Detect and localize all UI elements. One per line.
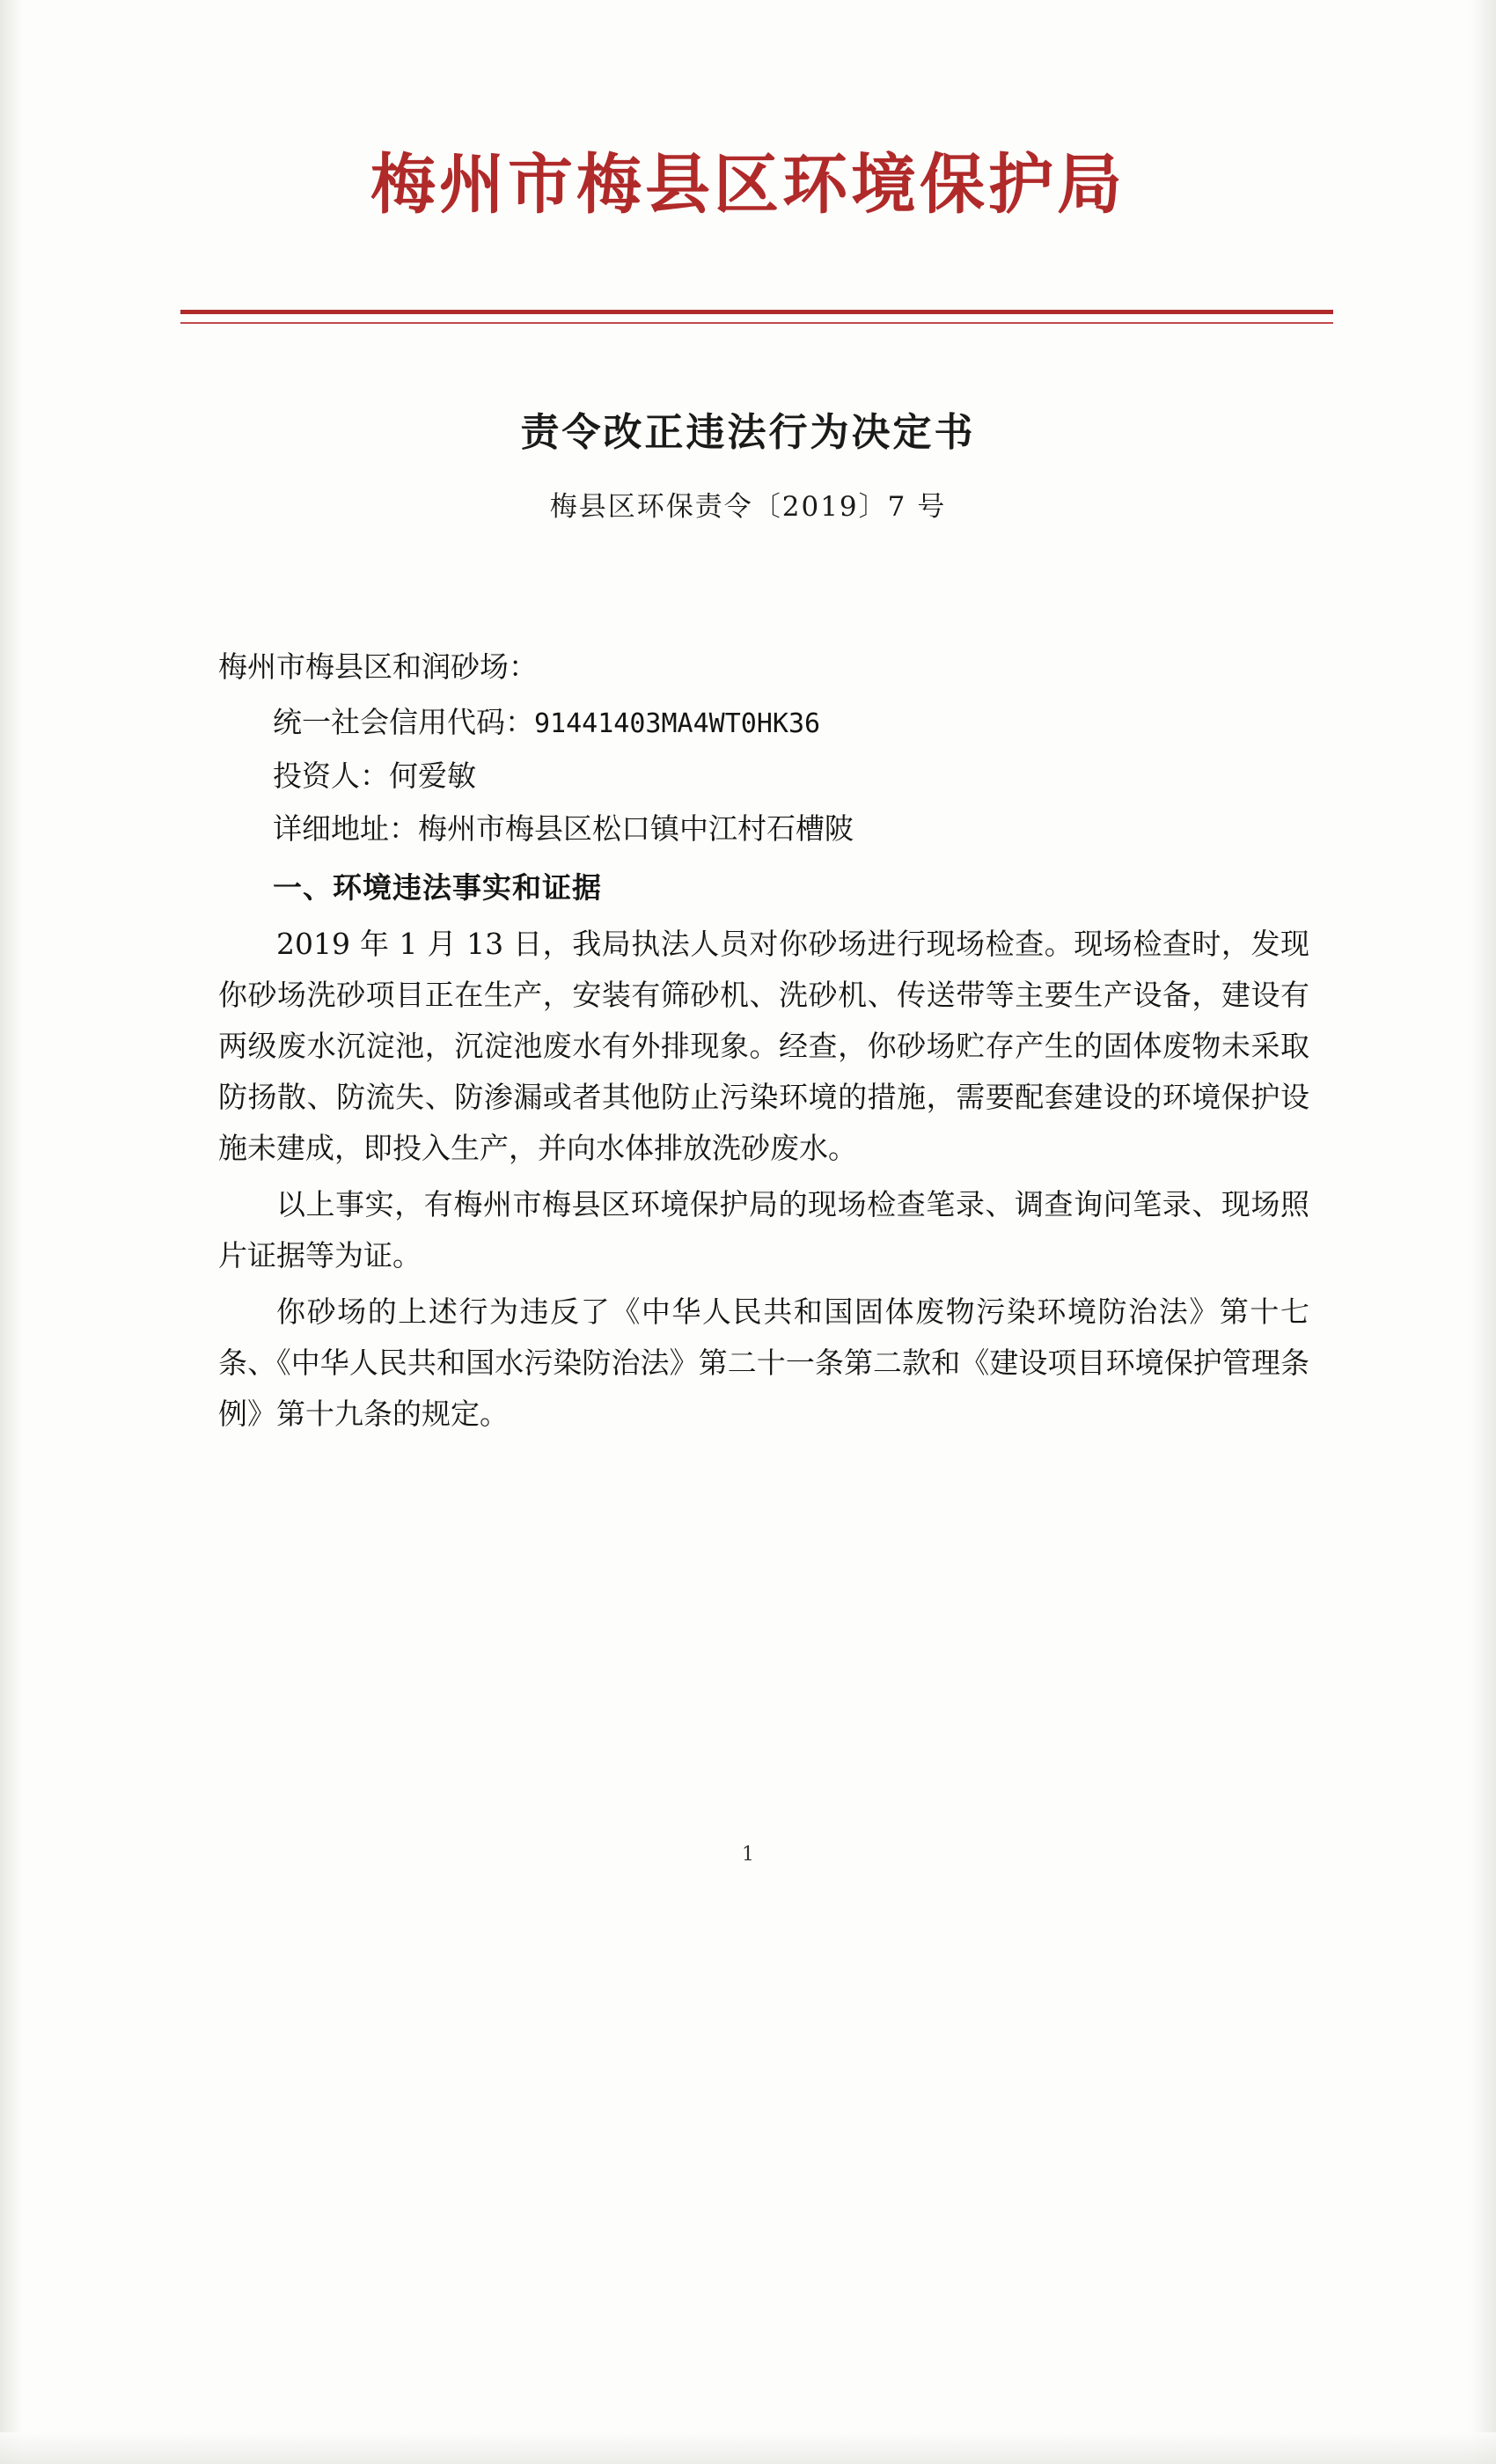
paragraph-violated-laws: 你砂场的上述行为违反了《中华人民共和国固体废物污染环境防治法》第十七条、《中华人民共和国水污染防治法》第二十一条第二款和《建设项目环境保护管理条例》第十九条的规定。 — [218, 1294, 1309, 1432]
section-heading-facts-and-evidence: 一、环境违法事实和证据 — [273, 870, 602, 905]
letterhead-divider-thick — [180, 310, 1333, 314]
document-title: 责令改正违法行为决定书 — [520, 410, 976, 455]
field-address-value: 梅州市梅县区松口镇中江村石槽陂 — [418, 811, 854, 847]
field-credit-code — [218, 698, 1309, 748]
field-investor — [218, 752, 1309, 802]
recipient-line: 梅州市梅县区和润砂场： — [218, 649, 538, 684]
scan-edge-right — [1470, 0, 1496, 2464]
field-investor-label: 投资人： — [273, 758, 389, 793]
field-credit-code-value: 91441403MA4WT0HK36 — [534, 708, 821, 739]
paragraph-inspection-facts: 2019 年 1 月 13 日，我局执法人员对你砂场进行现场检查。现场检查时，发现你砂场洗砂项目正在生产，安装有筛砂机、洗砂机、传送带等主要生产设备，建设有两级废水沉淀池，沉淀池废水有外排现象。经查，你砂场贮存产生的固体废物未采取防扬散、防流失、防渗漏或者其他防止污染环境的措施，需要配套建设的环境保护设施未建成，即投入生产，并向水体排放洗砂废水。 — [218, 926, 1309, 1166]
field-address — [218, 804, 1309, 854]
document-number: 梅县区环保责令〔2019〕7 号 — [549, 491, 947, 523]
page-number: 1 — [742, 1844, 754, 1866]
field-address-label: 详细地址： — [273, 811, 418, 847]
letterhead-divider-thin — [180, 322, 1333, 324]
scan-edge-bottom — [0, 2432, 1496, 2464]
field-credit-code-label: 统一社会信用代码： — [273, 704, 534, 739]
paragraph-evidence: 以上事实，有梅州市梅县区环境保护局的现场检查笔录、调查询问笔录、现场照片证据等为证。 — [218, 1187, 1309, 1273]
scan-edge-left — [0, 0, 23, 2464]
field-investor-value: 何爱敏 — [389, 758, 476, 793]
letterhead — [0, 147, 1496, 223]
letterhead-title: 梅州市梅县区环境保护局 — [370, 147, 1126, 223]
document-body — [218, 642, 1309, 1441]
